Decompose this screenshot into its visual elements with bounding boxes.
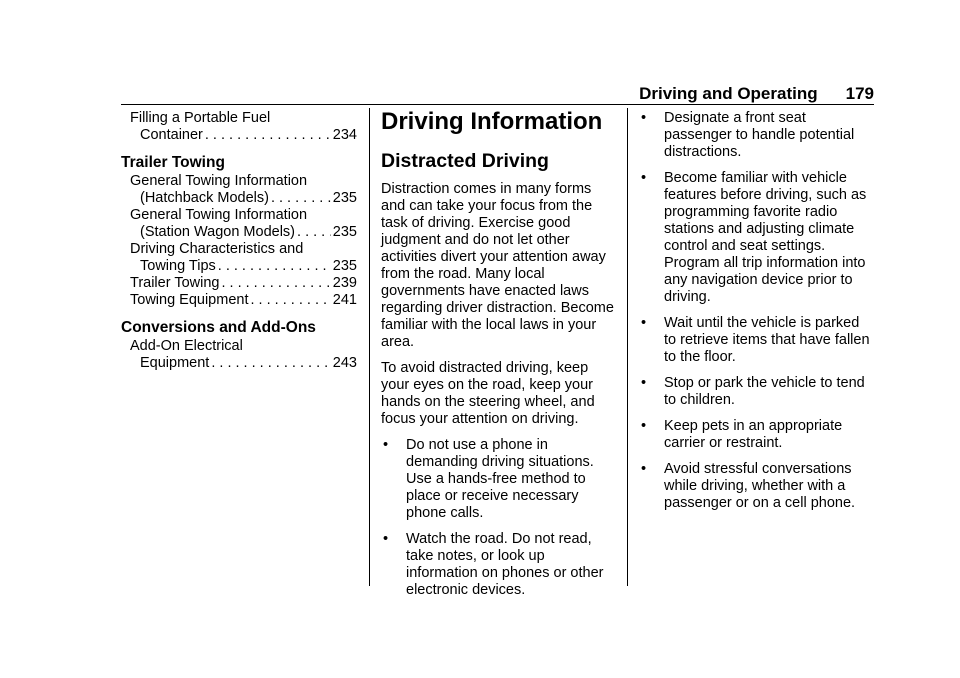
list-item-text: Keep pets in an appropriate carrier or restraint. [664,418,843,451]
toc-entry-text: (Station Wagon Models) [140,224,296,240]
bullet-icon: • [641,170,647,186]
toc-entry-text: Towing Equipment [130,292,249,308]
section-heading: Distracted Driving [381,150,549,172]
column-divider-1 [369,108,370,586]
toc-page-number: 235 [332,224,357,240]
toc-entry-addon-electrical[interactable] [121,338,357,372]
instruction-paragraph: To avoid distracted driving, keep your eyes on the road, keep your hands on the steering wheel, and focus your attention on driving. [381,360,595,427]
content-column-1 [381,110,615,608]
toc-entry-text: Container [140,127,203,143]
toc-entry-towing-equipment[interactable] [121,292,357,309]
toc-page-number: 239 [332,275,357,291]
list-item [639,315,873,366]
list-item-text: Watch the road. Do not read, take notes, or look up information on phones or other electronic devices. [406,531,604,598]
intro-paragraph: Distraction comes in many forms and can take your focus from the task of driving. Exercise good judgment and do not let other activities divert your attention away from the road. Many local governments have enacted laws regarding driver distraction. Become familiar with the local laws in your area. [381,181,614,350]
toc-entry-driving-characteristics[interactable] [121,241,357,275]
toc-entry-text: General Towing Information [130,207,308,223]
bullet-icon: • [641,418,647,434]
toc-page-number: 241 [332,292,357,308]
column-divider-2 [627,108,628,586]
list-item [639,110,873,161]
toc-leader [271,190,331,207]
toc-entry-text: Driving Characteristics and [130,241,304,257]
toc-entry-text: (Hatchback Models) [140,190,269,206]
toc-entry-trailer-towing[interactable] [121,275,357,292]
list-item [639,170,873,306]
toc-leader [205,127,331,144]
bullet-icon: • [383,437,389,453]
toc-entry-general-hatchback[interactable] [121,173,357,207]
toc-entry-text: General Towing Information [130,173,308,189]
toc-entry-text: Towing Tips [140,258,216,274]
list-item-text: Do not use a phone in demanding driving situations. Use a hands-free method to place or receive necessary phone calls. [406,437,594,521]
page-header [639,84,874,104]
list-item [639,418,873,452]
toc-column [121,110,357,372]
bullet-icon: • [383,531,389,547]
list-item [381,437,615,522]
bullet-icon: • [641,110,647,126]
toc-page-number: 235 [332,190,357,206]
list-item [639,461,873,512]
list-item-text: Designate a front seat passenger to handle potential distractions. [664,110,855,160]
toc-entry-text: Filling a Portable Fuel [130,110,271,126]
list-item-text: Avoid stressful conversations while driving, whether with a passenger or on a cell phone. [664,461,856,511]
toc-page-number: 243 [332,355,357,371]
bullet-icon: • [641,375,647,391]
toc-section-trailer-towing[interactable]: Trailer Towing [121,154,225,171]
list-item-text: Stop or park the vehicle to tend to children. [664,375,865,408]
bullet-icon: • [641,461,647,477]
bullet-icon: • [641,315,647,331]
header-section-title: Driving and Operating [639,84,818,103]
list-item-text: Wait until the vehicle is parked to retrieve items that have fallen to the floor. [664,315,870,365]
toc-leader [211,355,330,372]
toc-leader [297,224,331,241]
header-rule [121,104,874,105]
page-title: Driving Information [381,108,603,135]
list-item [381,531,615,599]
toc-page-number: 235 [332,258,357,274]
content-column-2 [639,110,873,521]
toc-entry-general-wagon[interactable] [121,207,357,241]
toc-page-number: 234 [332,127,357,143]
toc-leader [221,275,330,292]
toc-entry-text: Trailer Towing [130,275,220,291]
toc-entry-text: Add-On Electrical [130,338,243,354]
page-number: 179 [845,84,874,103]
list-item-text: Become familiar with vehicle features before driving, such as programming favorite radio stations and adjusting climate control and seat settings. Program all trip information into any navigation device prior to driving. [664,170,867,305]
list-item [639,375,873,409]
toc-section-conversions[interactable]: Conversions and Add-Ons [121,319,316,336]
toc-leader [251,292,331,309]
toc-leader [218,258,331,275]
toc-entry-fuel[interactable] [121,110,357,144]
toc-entry-text: Equipment [140,355,210,371]
